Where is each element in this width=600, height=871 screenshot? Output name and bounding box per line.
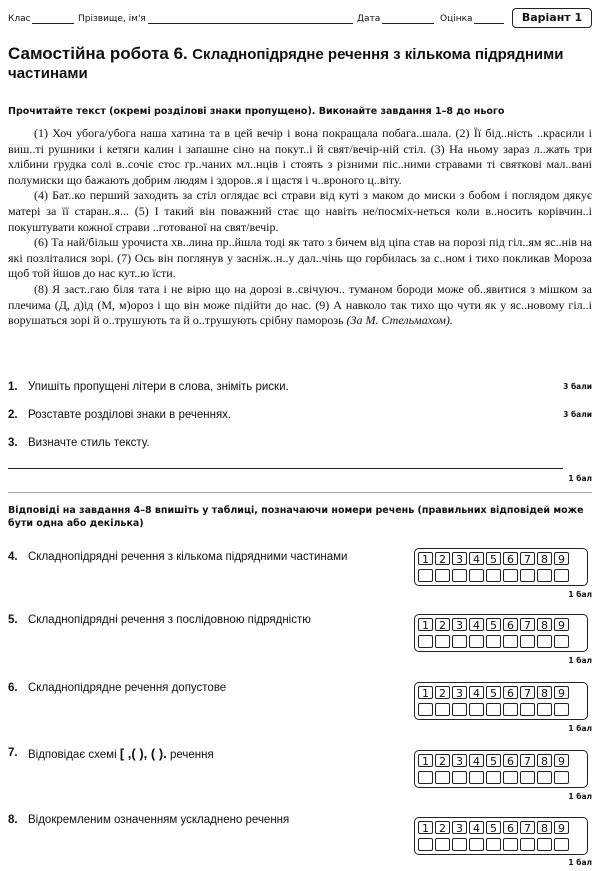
points-q5: 1 бал	[568, 656, 592, 665]
grid-numbers	[418, 552, 569, 565]
source-citation: (За М. Стельмахом).	[346, 313, 453, 328]
answer-grid-q8	[414, 817, 588, 855]
grid-answer-cells[interactable]	[418, 838, 569, 851]
name-label: Прізвище, ім'я	[78, 14, 146, 24]
answer-grid-q6	[414, 682, 588, 720]
grid-number: 1	[418, 552, 433, 565]
grid-number: 9	[554, 754, 569, 767]
answer-grid-q7	[414, 750, 588, 788]
grid-number: 8	[537, 821, 552, 834]
points-q3: 1 бал	[568, 474, 592, 483]
question-2: 2. Розставте розділові знаки в реченнях.	[8, 409, 232, 421]
question-1: 1. Упишіть пропущені літери в слова, зніміть риски.	[8, 381, 289, 393]
page-title	[8, 44, 592, 83]
grid-number: 7	[520, 821, 535, 834]
question-8: 8. Відокремленим означенням ускладнено речення	[8, 814, 290, 826]
grid-number: 7	[520, 618, 535, 631]
grid-numbers	[418, 618, 569, 631]
points-q7: 1 бал	[568, 792, 592, 801]
grid-number: 9	[554, 821, 569, 834]
grid-number: 4	[469, 552, 484, 565]
paragraph-1: (1) Хоч убога/убога наша хатина та в цей вечір і вона покращала побага..шала. (2) Її бід..ність ..красили і виш..ті рушники і кетяги калин і запашне сіно на покут..і й свят/вечір-ній стіл. (3) На ньому зараз л..жать три хлібини грудка солі в..сочіє стос гр..чаних мл..нців і стоять з різними піс..ними стравами ті святкові мал..вані полумиски що бажають добрим людям і здоров..я і щастя і ч..вроного ц..віту.	[8, 126, 592, 187]
grid-number: 5	[486, 754, 501, 767]
grid-number: 5	[486, 686, 501, 699]
paragraph-4-body: (8) Я заст..гаю біля тата і не вірю що на дорозі в..свічуюч.. туманом бороди може об..явитися з мішком за плечима (Д, д)ід (М, м)ороз і що він може підійти до нас. (9) А навколо так тихо що чути як у яс..новому гіл..і ворушаться зорі й о..трушують та й о..трушують срібну паморозь	[8, 281, 592, 328]
grid-number: 6	[503, 821, 518, 834]
header	[8, 8, 592, 28]
sentence-scheme: [ ,( ), ( ).	[119, 746, 167, 761]
grid-number: 2	[435, 552, 450, 565]
points-q4: 1 бал	[568, 590, 592, 599]
grid-number: 2	[435, 754, 450, 767]
grade-field[interactable]	[474, 23, 504, 24]
points-q6: 1 бал	[568, 724, 592, 733]
grid-number: 4	[469, 686, 484, 699]
answer-grid-q4	[414, 548, 588, 586]
question-6: 6. Складнопідрядне речення допустове	[8, 682, 227, 694]
question-3: 3. Визначте стиль тексту.	[8, 437, 150, 449]
grid-number: 8	[537, 686, 552, 699]
paragraph-3: (6) Та най/більш урочиста хв..лина пр..йшла тоді як тато з бичем від ціпа став на порозі під гіл..ям яс..нів на які позліталися зорі. (7) Ось він поглянув у засніж..н..у дал..чінь що горбилась за с..ном і тихо покликав Мороза щоб той йшов до нас кут..ю їсти.	[8, 235, 592, 281]
grid-number: 6	[503, 686, 518, 699]
date-field[interactable]	[382, 23, 434, 24]
date-label: Дата	[357, 14, 381, 24]
variant-badge: Варіант 1	[512, 8, 592, 28]
instruction-table: Відповіді на завдання 4–8 впишіть у таблиці, позначаючи номери речень (правильних відповідей може бути одна або декілька)	[8, 505, 584, 529]
class-label: Клас	[8, 14, 31, 24]
grid-number: 6	[503, 618, 518, 631]
grid-number: 9	[554, 686, 569, 699]
grid-answer-cells[interactable]	[418, 771, 569, 784]
grid-number: 1	[418, 618, 433, 631]
name-field[interactable]	[148, 23, 353, 24]
grid-number: 3	[452, 552, 467, 565]
points-q1: 3 бали	[563, 382, 592, 391]
grid-number: 2	[435, 686, 450, 699]
paragraph-4	[8, 282, 592, 329]
q7-text-post: речення	[169, 749, 214, 761]
grid-answer-cells[interactable]	[418, 569, 569, 582]
grid-number: 3	[452, 754, 467, 767]
grid-numbers	[418, 754, 569, 767]
grid-number: 9	[554, 618, 569, 631]
question-4: 4. Складнопідрядні речення з кількома підрядними частинами	[8, 551, 348, 563]
grid-number: 8	[537, 552, 552, 565]
grid-number: 5	[486, 618, 501, 631]
grid-answer-cells[interactable]	[418, 703, 569, 716]
grid-number: 4	[469, 754, 484, 767]
grid-number: 7	[520, 754, 535, 767]
grid-number: 8	[537, 754, 552, 767]
grid-numbers	[418, 821, 569, 834]
grid-number: 9	[554, 552, 569, 565]
points-q2: 3 бали	[563, 410, 592, 419]
grid-number: 3	[452, 821, 467, 834]
grid-answer-cells[interactable]	[418, 635, 569, 648]
grid-number: 3	[452, 618, 467, 631]
instruction-text: Прочитайте текст (окремі розділові знаки пропущено). Виконайте завдання 1–8 до нього	[8, 106, 505, 117]
grid-number: 2	[435, 618, 450, 631]
question-7: 7. Відповідає схемі [ ,( ), ( ). речення	[8, 746, 214, 761]
grid-number: 6	[503, 754, 518, 767]
grid-number: 5	[486, 821, 501, 834]
grid-number: 1	[418, 754, 433, 767]
answer-line-q3[interactable]	[8, 468, 563, 469]
grid-number: 1	[418, 686, 433, 699]
grid-number: 4	[469, 618, 484, 631]
grid-number: 1	[418, 821, 433, 834]
answer-grid-q5	[414, 614, 588, 652]
points-q8: 1 бал	[568, 858, 592, 867]
grid-number: 3	[452, 686, 467, 699]
grade-label: Оцінка	[440, 14, 473, 24]
grid-number: 7	[520, 686, 535, 699]
paragraph-2: (4) Бат..ко перший заходить за стіл оглядає всі страви від куті з маком до миски з бобом і поглядом дякує матері за її старан..я... (5) І такий він поважний стає що навіть не/посміх-неться коли в..носить корівчин..і покуштувати кожної страви ..готованої на свят/вечір.	[8, 188, 592, 234]
grid-number: 2	[435, 821, 450, 834]
grid-number: 4	[469, 821, 484, 834]
grid-number: 8	[537, 618, 552, 631]
grid-number: 5	[486, 552, 501, 565]
grid-number: 6	[503, 552, 518, 565]
grid-number: 7	[520, 552, 535, 565]
section-divider	[8, 492, 592, 493]
topic-title: Складнопідрядне речення з кількома підрядними частинами	[8, 46, 564, 82]
grid-numbers	[418, 686, 569, 699]
reading-text	[8, 126, 592, 329]
q7-text: Відповідає схемі	[28, 749, 117, 761]
work-title: Самостійна робота 6.	[8, 44, 188, 63]
question-5: 5. Складнопідрядні речення з послідовною підрядністю	[8, 614, 311, 626]
class-field[interactable]	[32, 23, 74, 24]
